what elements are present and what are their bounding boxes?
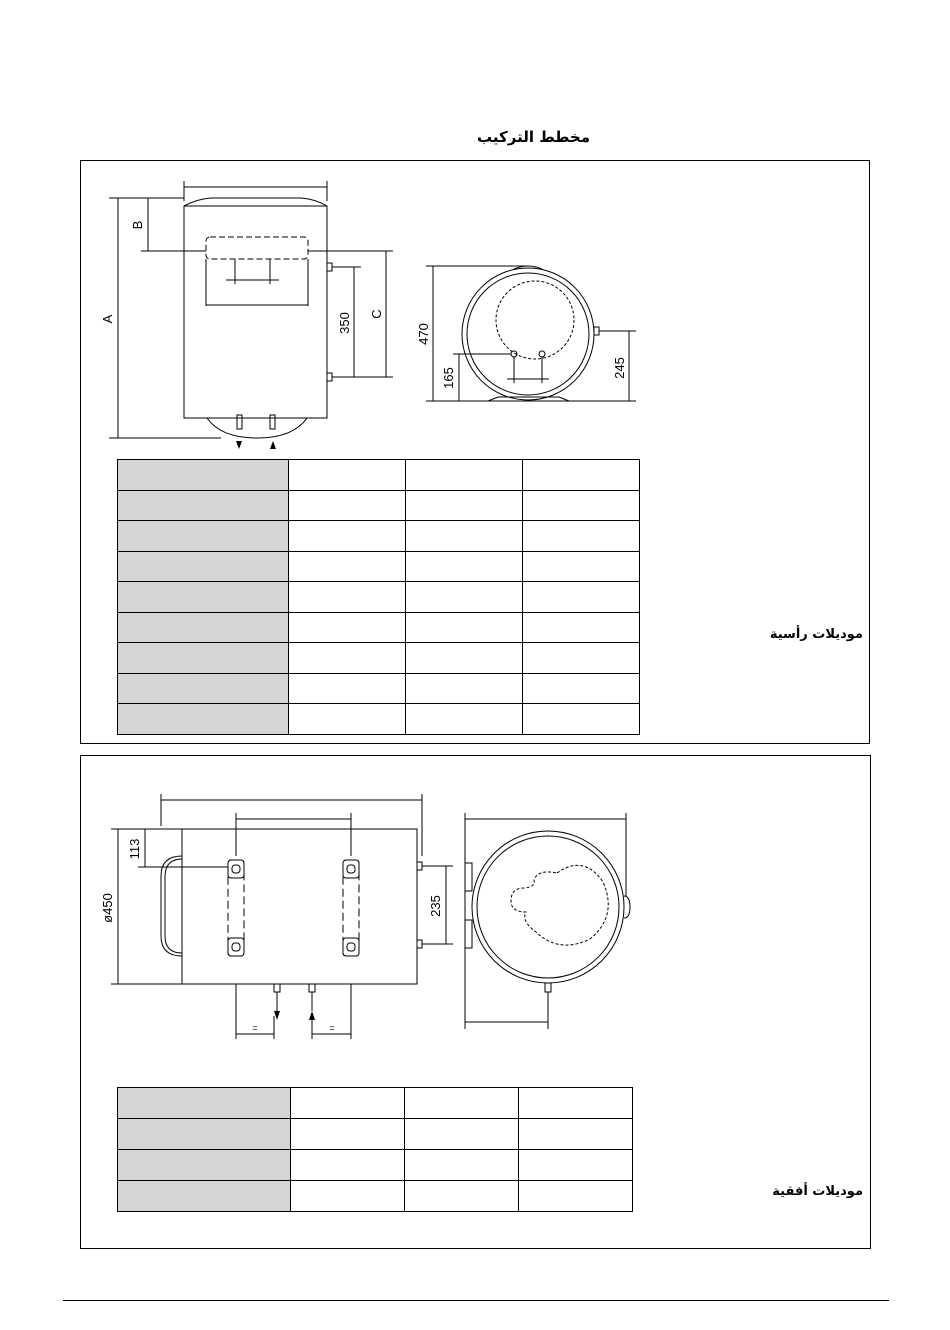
table-row <box>118 460 640 491</box>
dim-470-label: 470 <box>416 323 431 345</box>
vertical-models-panel <box>80 160 870 744</box>
dim-165-label: 165 <box>441 367 456 389</box>
table-row <box>118 582 640 613</box>
table-row <box>118 643 640 674</box>
table-row <box>118 1088 633 1119</box>
dim-b-label: B <box>130 220 145 230</box>
dim-a-label: A <box>100 314 115 324</box>
table-row <box>118 1150 633 1181</box>
table-row <box>118 612 640 643</box>
dim-350-label: 350 <box>337 312 352 334</box>
footer-divider <box>63 1300 889 1301</box>
table-row <box>118 490 640 521</box>
table-row <box>118 551 640 582</box>
eq-right-label: = <box>329 1023 335 1033</box>
dim-113-label: 113 <box>127 838 142 860</box>
dim-450-label: ø450 <box>100 893 115 923</box>
dim-235-label: 235 <box>428 895 443 917</box>
vertical-side-view-drawing <box>81 161 871 461</box>
table-row <box>118 521 640 552</box>
table-row <box>118 1119 633 1150</box>
vertical-dimensions-table <box>117 459 640 735</box>
horizontal-models-panel <box>80 755 871 1249</box>
dim-c-label: C <box>369 309 384 319</box>
horizontal-models-label: موديلات أفقية <box>772 1184 863 1199</box>
horizontal-dimensions-table <box>117 1087 633 1212</box>
table-row <box>118 1181 633 1212</box>
eq-left-label: = <box>252 1023 258 1033</box>
page-title: مخطط التركيب <box>477 128 590 146</box>
vertical-models-label: موديلات رأسية <box>769 627 863 642</box>
dim-245-label: 245 <box>612 357 627 379</box>
horizontal-side-view-drawing <box>81 756 871 1056</box>
table-row <box>118 704 640 735</box>
table-row <box>118 673 640 704</box>
